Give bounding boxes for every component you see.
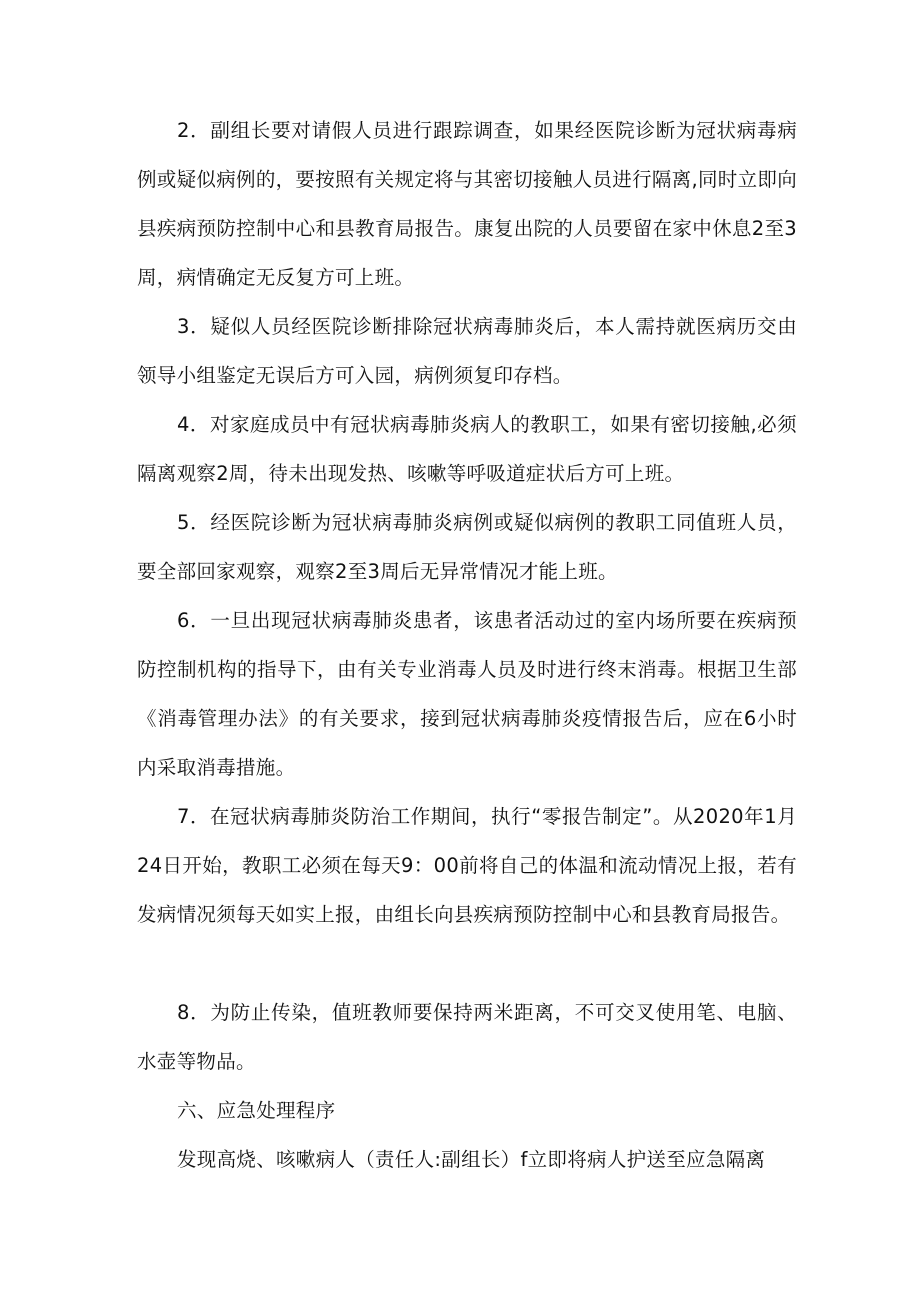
paragraph-item-3: 3．疑似人员经医院诊断排除冠状病毒肺炎后，本人需持就医病历交由领导小组鉴定无误后方可入园，病例须复印存档。 xyxy=(137,315,797,387)
paragraph-item-2: 2．副组长要对请假人员进行跟踪调查，如果经医院诊断为冠状病毒病例或疑似病例的，要按照有关规定将与其密切接触人员进行隔离,同时立即向县疾病预防控制中心和县教育局报告。康复出院的人员要留在家中休息2至3周，病情确定无反复方可上班。 xyxy=(137,119,797,289)
paragraph-item-5: 5．经医院诊断为冠状病毒肺炎病例或疑似病例的教职工同值班人员，要全部回家观察，观察2至3周后无异常情况才能上班。 xyxy=(137,511,797,583)
section-heading: 六、应急处理程序 xyxy=(177,1099,336,1122)
last-paragraph: 发现高烧、咳嗽病人（责任人:副组长）f立即将病人护送至应急隔离 xyxy=(177,1148,766,1171)
paragraph-item-4: 4．对家庭成员中有冠状病毒肺炎病人的教职工，如果有密切接触,必须隔离观察2周，待未出现发热、咳嗽等呼吸道症状后方可上班。 xyxy=(137,413,797,485)
paragraph-item-7: 7．在冠状病毒肺炎防治工作期间，执行“零报告制定”。从2020年1月24日开始，教职工必须在每天9：00前将自己的体温和流动情况上报，若有发病情况须每天如实上报，由组长向县疾病预防控制中心和县教育局报告。 xyxy=(137,805,797,926)
paragraph-item-6: 6．一旦出现冠状病毒肺炎患者，该患者活动过的室内场所要在疾病预防控制机构的指导下，由有关专业消毒人员及时进行终末消毒。根据卫生部《消毒管理办法》的有关要求，接到冠状病毒肺炎疫情报告后，应在6小时内采取消毒措施。 xyxy=(137,609,797,779)
paragraph-item-8: 8．为防止传染，值班教师要保持两米距离，不可交叉使用笔、电脑、水壶等物品。 xyxy=(137,1001,797,1073)
